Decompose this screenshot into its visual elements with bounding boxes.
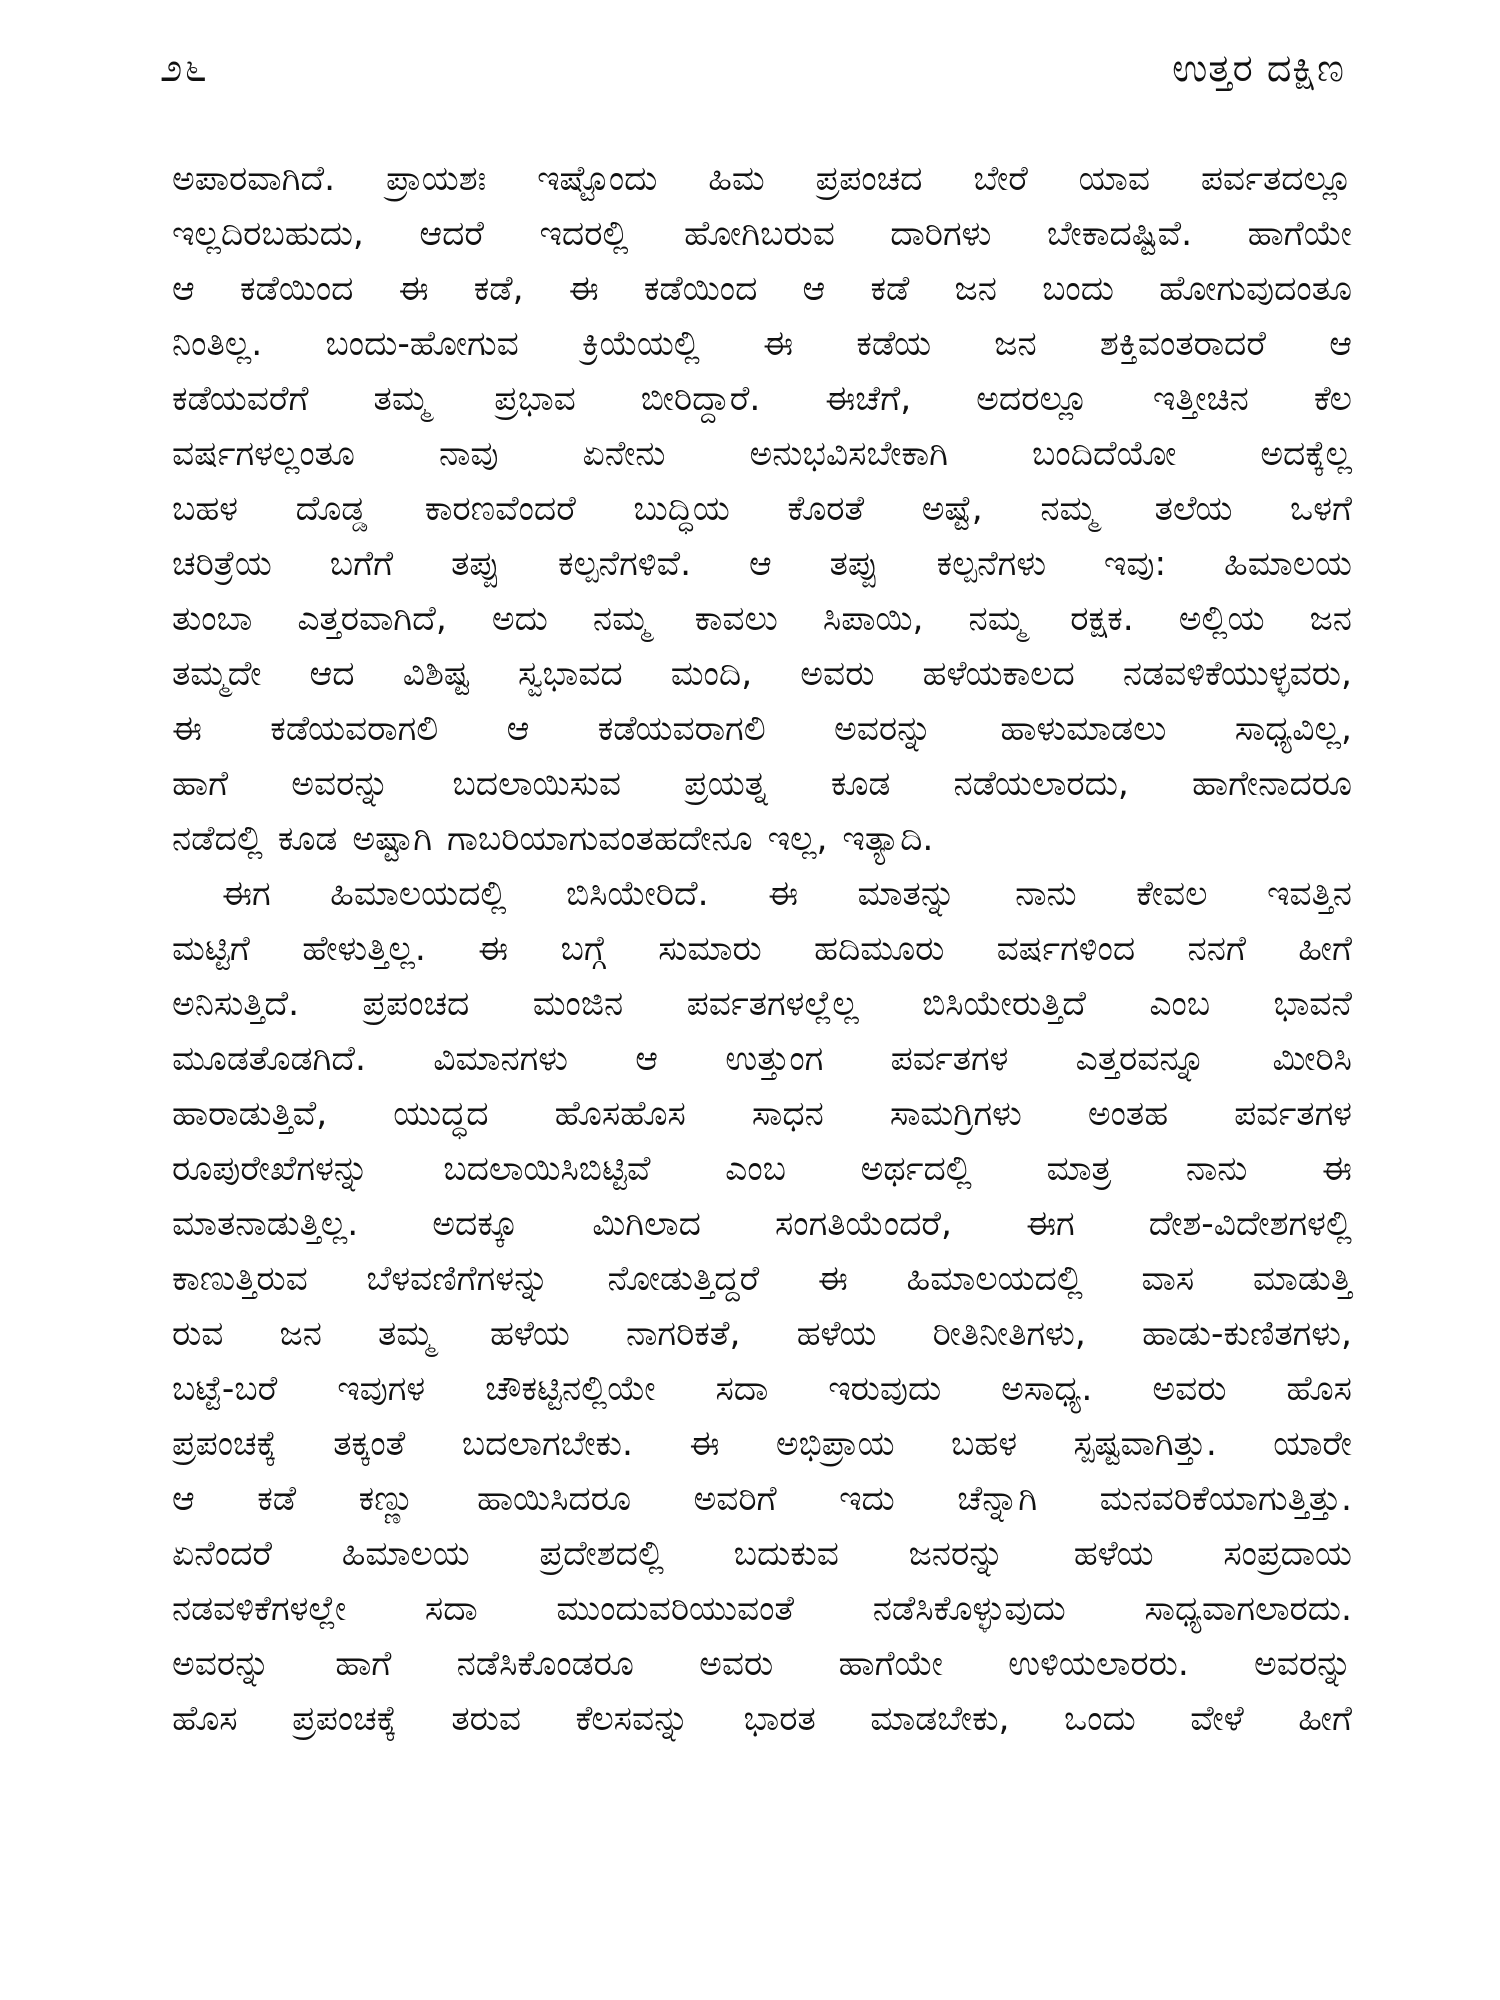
text-line: ಈ ಕಡೆಯವರಾಗಲಿ ಆ ಕಡೆಯವರಾಗಲಿ ಅವರನ್ನು ಹಾಳುಮಾಡಲು ಸಾಧ್ಯವಿಲ್ಲ, (172, 709, 1352, 749)
running-title: ಉತ್ತರ ದಕ್ಷಿಣ (1172, 45, 1345, 90)
paragraph-2 (172, 867, 1352, 1747)
body-text (172, 152, 1352, 1747)
text-line: ನಿಂತಿಲ್ಲ. ಬಂದು-ಹೋಗುವ ಕ್ರಿಯೆಯಲ್ಲಿ ಈ ಕಡೆಯ ಜನ ಶಕ್ತಿವಂತರಾದರೆ ಆ (172, 324, 1352, 364)
text-line: ನಡವಳಿಕೆಗಳಲ್ಲೇ ಸದಾ ಮುಂದುವರಿಯುವಂತೆ ನಡೆಸಿಕೊಳ್ಳುವುದು ಸಾಧ್ಯವಾಗಲಾರದು. (172, 1589, 1352, 1629)
text-line: ಆ ಕಡೆಯಿಂದ ಈ ಕಡೆ, ಈ ಕಡೆಯಿಂದ ಆ ಕಡೆ ಜನ ಬಂದು ಹೋಗುವುದಂತೂ (172, 269, 1352, 309)
page-number: ೨೬ (160, 45, 209, 91)
text-line: ಮಟ್ಟಿಗೆ ಹೇಳುತ್ತಿಲ್ಲ. ಈ ಬಗ್ಗೆ ಸುಮಾರು ಹದಿಮೂರು ವರ್ಷಗಳಿಂದ ನನಗೆ ಹೀಗೆ (172, 929, 1352, 969)
text-line: ಚರಿತ್ರೆಯ ಬಗೆಗೆ ತಪ್ಪು ಕಲ್ಪನೆಗಳಿವೆ. ಆ ತಪ್ಪು ಕಲ್ಪನೆಗಳು ಇವು: ಹಿಮಾಲಯ (172, 544, 1352, 584)
text-line: ಏನೆಂದರೆ ಹಿಮಾಲಯ ಪ್ರದೇಶದಲ್ಲಿ ಬದುಕುವ ಜನರನ್ನು ಹಳೆಯ ಸಂಪ್ರದಾಯ (172, 1534, 1352, 1574)
text-line: ನಡೆದಲ್ಲಿ ಕೂಡ ಅಷ್ಟಾಗಿ ಗಾಬರಿಯಾಗುವಂತಹದೇನೂ ಇಲ್ಲ, ಇತ್ಯಾದಿ. (172, 819, 934, 859)
text-line: ಬಹಳ ದೊಡ್ಡ ಕಾರಣವೆಂದರೆ ಬುದ್ಧಿಯ ಕೊರತೆ ಅಷ್ಟೆ, ನಮ್ಮ ತಲೆಯ ಒಳಗೆ (172, 489, 1352, 529)
text-line: ಅನಿಸುತ್ತಿದೆ. ಪ್ರಪಂಚದ ಮಂಜಿನ ಪರ್ವತಗಳಲ್ಲೆಲ್ಲ ಬಿಸಿಯೇರುತ್ತಿದೆ ಎಂಬ ಭಾವನೆ (172, 984, 1352, 1024)
text-line: ರುವ ಜನ ತಮ್ಮ ಹಳೆಯ ನಾಗರಿಕತೆ, ಹಳೆಯ ರೀತಿನೀತಿಗಳು, ಹಾಡು-ಕುಣಿತಗಳು, (172, 1314, 1352, 1354)
text-line: ಪ್ರಪಂಚಕ್ಕೆ ತಕ್ಕಂತೆ ಬದಲಾಗಬೇಕು. ಈ ಅಭಿಪ್ರಾಯ ಬಹಳ ಸ್ಪಷ್ಟವಾಗಿತ್ತು. ಯಾರೇ (172, 1424, 1352, 1464)
text-line: ಆ ಕಡೆ ಕಣ್ಣು ಹಾಯಿಸಿದರೂ ಅವರಿಗೆ ಇದು ಚೆನ್ನಾಗಿ ಮನವರಿಕೆಯಾಗುತ್ತಿತ್ತು. (172, 1479, 1352, 1519)
text-line: ಮಾತನಾಡುತ್ತಿಲ್ಲ. ಅದಕ್ಕೂ ಮಿಗಿಲಾದ ಸಂಗತಿಯೆಂದರೆ, ಈಗ ದೇಶ-ವಿದೇಶಗಳಲ್ಲಿ (172, 1204, 1352, 1244)
text-line: ರೂಪುರೇಖೆಗಳನ್ನು ಬದಲಾಯಿಸಿಬಿಟ್ಟಿವೆ ಎಂಬ ಅರ್ಥದಲ್ಲಿ ಮಾತ್ರ ನಾನು ಈ (172, 1149, 1352, 1189)
text-line: ಅವರನ್ನು ಹಾಗೆ ನಡೆಸಿಕೊಂಡರೂ ಅವರು ಹಾಗೆಯೇ ಉಳಿಯಲಾರರು. ಅವರನ್ನು (172, 1644, 1352, 1684)
text-line: ತುಂಬಾ ಎತ್ತರವಾಗಿದೆ, ಅದು ನಮ್ಮ ಕಾವಲು ಸಿಪಾಯಿ, ನಮ್ಮ ರಕ್ಷಕ. ಅಲ್ಲಿಯ ಜನ (172, 599, 1352, 639)
text-line: ವರ್ಷಗಳಲ್ಲಂತೂ ನಾವು ಏನೇನು ಅನುಭವಿಸಬೇಕಾಗಿ ಬಂದಿದೆಯೋ ಅದಕ್ಕೆಲ್ಲ (172, 434, 1352, 474)
text-line: ಹಾರಾಡುತ್ತಿವೆ, ಯುದ್ಧದ ಹೊಸಹೊಸ ಸಾಧನ ಸಾಮಗ್ರಿಗಳು ಅಂತಹ ಪರ್ವತಗಳ (172, 1094, 1352, 1134)
text-line: ಈಗ ಹಿಮಾಲಯದಲ್ಲಿ ಬಿಸಿಯೇರಿದೆ. ಈ ಮಾತನ್ನು ನಾನು ಕೇವಲ ಇವತ್ತಿನ (222, 874, 1352, 914)
page-header (160, 38, 1345, 98)
text-line: ಅಪಾರವಾಗಿದೆ. ಪ್ರಾಯಶಃ ಇಷ್ಟೊಂದು ಹಿಮ ಪ್ರಪಂಚದ ಬೇರೆ ಯಾವ ಪರ್ವತದಲ್ಲೂ (172, 159, 1352, 199)
text-line: ಇಲ್ಲದಿರಬಹುದು, ಆದರೆ ಇದರಲ್ಲಿ ಹೋಗಿಬರುವ ದಾರಿಗಳು ಬೇಕಾದಷ್ಟಿವೆ. ಹಾಗೆಯೇ (172, 214, 1352, 254)
text-line: ಹೊಸ ಪ್ರಪಂಚಕ್ಕೆ ತರುವ ಕೆಲಸವನ್ನು ಭಾರತ ಮಾಡಬೇಕು, ಒಂದು ವೇಳೆ ಹೀಗೆ (172, 1699, 1352, 1739)
text-line: ಹಾಗೆ ಅವರನ್ನು ಬದಲಾಯಿಸುವ ಪ್ರಯತ್ನ ಕೂಡ ನಡೆಯಲಾರದು, ಹಾಗೇನಾದರೂ (172, 764, 1352, 804)
text-line: ಮೂಡತೊಡಗಿದೆ. ವಿಮಾನಗಳು ಆ ಉತ್ತುಂಗ ಪರ್ವತಗಳ ಎತ್ತರವನ್ನೂ ಮೀರಿಸಿ (172, 1039, 1352, 1079)
text-line: ಕಾಣುತ್ತಿರುವ ಬೆಳವಣಿಗೆಗಳನ್ನು ನೋಡುತ್ತಿದ್ದರೆ ಈ ಹಿಮಾಲಯದಲ್ಲಿ ವಾಸ ಮಾಡುತ್ತಿ (172, 1259, 1352, 1299)
paragraph-1 (172, 152, 1352, 867)
text-line: ತಮ್ಮದೇ ಆದ ವಿಶಿಷ್ಟ ಸ್ವಭಾವದ ಮಂದಿ, ಅವರು ಹಳೆಯಕಾಲದ ನಡವಳಿಕೆಯುಳ್ಳವರು, (172, 654, 1352, 694)
text-line: ಬಟ್ಟೆ-ಬರೆ ಇವುಗಳ ಚೌಕಟ್ಟಿನಲ್ಲಿಯೇ ಸದಾ ಇರುವುದು ಅಸಾಧ್ಯ. ಅವರು ಹೊಸ (172, 1369, 1352, 1409)
text-line: ಕಡೆಯವರೆಗೆ ತಮ್ಮ ಪ್ರಭಾವ ಬೀರಿದ್ದಾರೆ. ಈಚೆಗೆ, ಅದರಲ್ಲೂ ಇತ್ತೀಚಿನ ಕೆಲ (172, 379, 1352, 419)
